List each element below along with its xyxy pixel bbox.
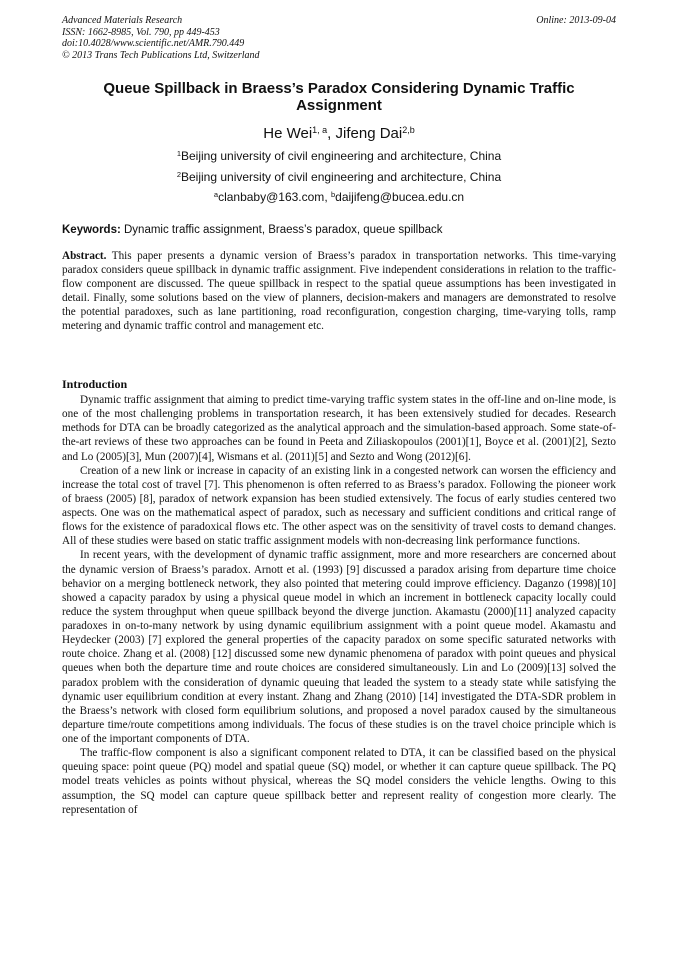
author-separator: ,	[327, 125, 336, 142]
journal-name: Advanced Materials Research	[62, 15, 183, 26]
paper-title: Queue Spillback in Braess’s Paradox Considering Dynamic Traffic Assignment	[103, 80, 575, 114]
journal-doi: doi:10.4028/www.scientific.net/AMR.790.449	[62, 38, 245, 49]
body-paragraph: Dynamic traffic assignment that aiming to predict time-varying traffic system states in the off-line and on-line mode, is one of the most challenging problems in transportation research, it has been extensively studied for decades. Research methods for DTA can be broadly categorized as the analytical approach and the simulation-based approach. Some state-of-the-art reviews of these two approaches can be found in Peeta and Ziliaskopoulos (2001)[1], Boyce et al. (2001)[2], Sezto and Lo (2005)[3], Mun (2007)[4], Wismans et al. (2011)[5] and Sezto and Wong (2012)[6].	[62, 394, 616, 463]
affiliation	[62, 170, 616, 184]
introduction-body	[62, 393, 616, 817]
author-affiliation-mark: 1, a	[312, 125, 328, 135]
author-name: He Wei	[263, 125, 313, 142]
section-heading-introduction: Introduction	[62, 377, 128, 391]
abstract-label: Abstract.	[62, 250, 107, 262]
affiliation-mark: 1	[176, 149, 181, 158]
email-mark: a	[213, 190, 219, 199]
keywords	[62, 223, 616, 237]
affiliation-text: Beijing university of civil engineering and architecture, China	[180, 149, 502, 163]
email-mark: b	[330, 190, 336, 199]
email-link[interactable]: clanbaby@163.com	[218, 190, 325, 204]
email-list	[62, 190, 616, 204]
body-paragraph: Creation of a new link or increase in capacity of an existing link in a congested network can worsen the efficiency and increase the total cost of travel [7]. This phenomenon is often referred to as Braess’s paradox. Following the pioneer work of braess (2005) [8], paradox of network expansion has been studied extensively. The focus of early studies centered two aspects. One was on the mathematical aspect of paradox, such as necessary and sufficient conditions and critical range of flows for the existence of paradoxical flows etc. The other aspect was on the sensitivity of travel costs to demand changes. All of these studies were based on static traffic assignment models with non-decreasing link performance functions.	[62, 464, 616, 548]
journal-issn: ISSN: 1662-8985, Vol. 790, pp 449-453	[62, 26, 220, 38]
email-separator: ,	[324, 190, 331, 204]
online-date: Online: 2013-09-04	[536, 15, 616, 26]
journal-copyright: © 2013 Trans Tech Publications Ltd, Switzerland	[62, 49, 260, 61]
author-affiliation-mark: 2,b	[402, 125, 415, 135]
body-paragraph: The traffic-flow component is also a significant component related to DTA, it can be classified based on the physical queuing space: point queue (PQ) model and spatial queue (SQ) model, or whether it can capture queue spillback. The PQ model treats vehicles as points without physical, whereas the SQ model considers the vehicle lengths. Owing to this assumption, the SQ model can capture queue spillback better and represent reality of congestion more clearly. The representation of	[62, 747, 616, 816]
keywords-text: Dynamic traffic assignment, Braess’s paradox, queue spillback	[120, 224, 443, 236]
abstract	[62, 249, 616, 334]
journal-header	[62, 15, 616, 61]
body-paragraph: In recent years, with the development of dynamic traffic assignment, more and more researchers are concerned about the dynamic version of Braess’s paradox. Arnott et al. (1993) [9] discussed a paradox arising from departure time choice behavior on a merging bottleneck network, they also pointed that metering could improve efficiency. Daganzo (1998)[10] showed a capacity paradox by using a physical queue model in which an increment in bottleneck capacity locally could reduce the system throughput when queue spillback beyond the diverge junction. Akamastu (2000)[11] analyzed capacity paradoxes in on-to-many network by using dynamic equilibrium assignment with a point queue model. Akamastu and Heydecker (2003) [7] explored the general properties of the capacity paradox on some specific saturated networks with route choice. Zhang et al. (2008) [12] discussed some new dynamic phenomena of paradox with point queues and physical queues when both the departure time and route choices are considered simultaneously. Lin and Lo (2009)[13] solved the paradox problem with the consideration of dynamic queuing that leaded the system to a steady state while satisfying the dynamic user equilibrium condition at every instant. Zhang and Zhang (2010) [14] investigated the DTA-SDR problem in the Braess’s network with closed form equilibrium solutions, and proposed a novel paradox caused by the simultaneous departure time/route competitions among individuals. The focus of these studies is on the travel choice principle which is one of the important components of DTA.	[62, 549, 616, 745]
affiliation-mark: 2	[176, 170, 181, 179]
affiliation	[62, 149, 616, 163]
author-name: Jifeng Dai	[335, 125, 403, 142]
keywords-label: Keywords:	[62, 224, 121, 236]
affiliation-text: Beijing university of civil engineering and architecture, China	[180, 170, 502, 184]
author-list	[62, 124, 616, 144]
email-link[interactable]: daijifeng@bucea.edu.cn	[335, 190, 465, 204]
abstract-text: This paper presents a dynamic version of Braess’s paradox in transportation networks. This time-varying paradox considers queue spillback in dynamic traffic assignment. Five independent considerations in relation to the traffic-flow component are discussed. The queue spillback in respect to the spatial queue assumptions has been investigated in detail. Finally, some solutions based on the view of planners, decision-makers and managers are demonstrated to resolve the potential paradoxes, such as lane partitioning, road reconfiguration, congestion charging, time-varying tolls, ramp metering and dynamic traffic control and management etc.	[62, 250, 616, 333]
